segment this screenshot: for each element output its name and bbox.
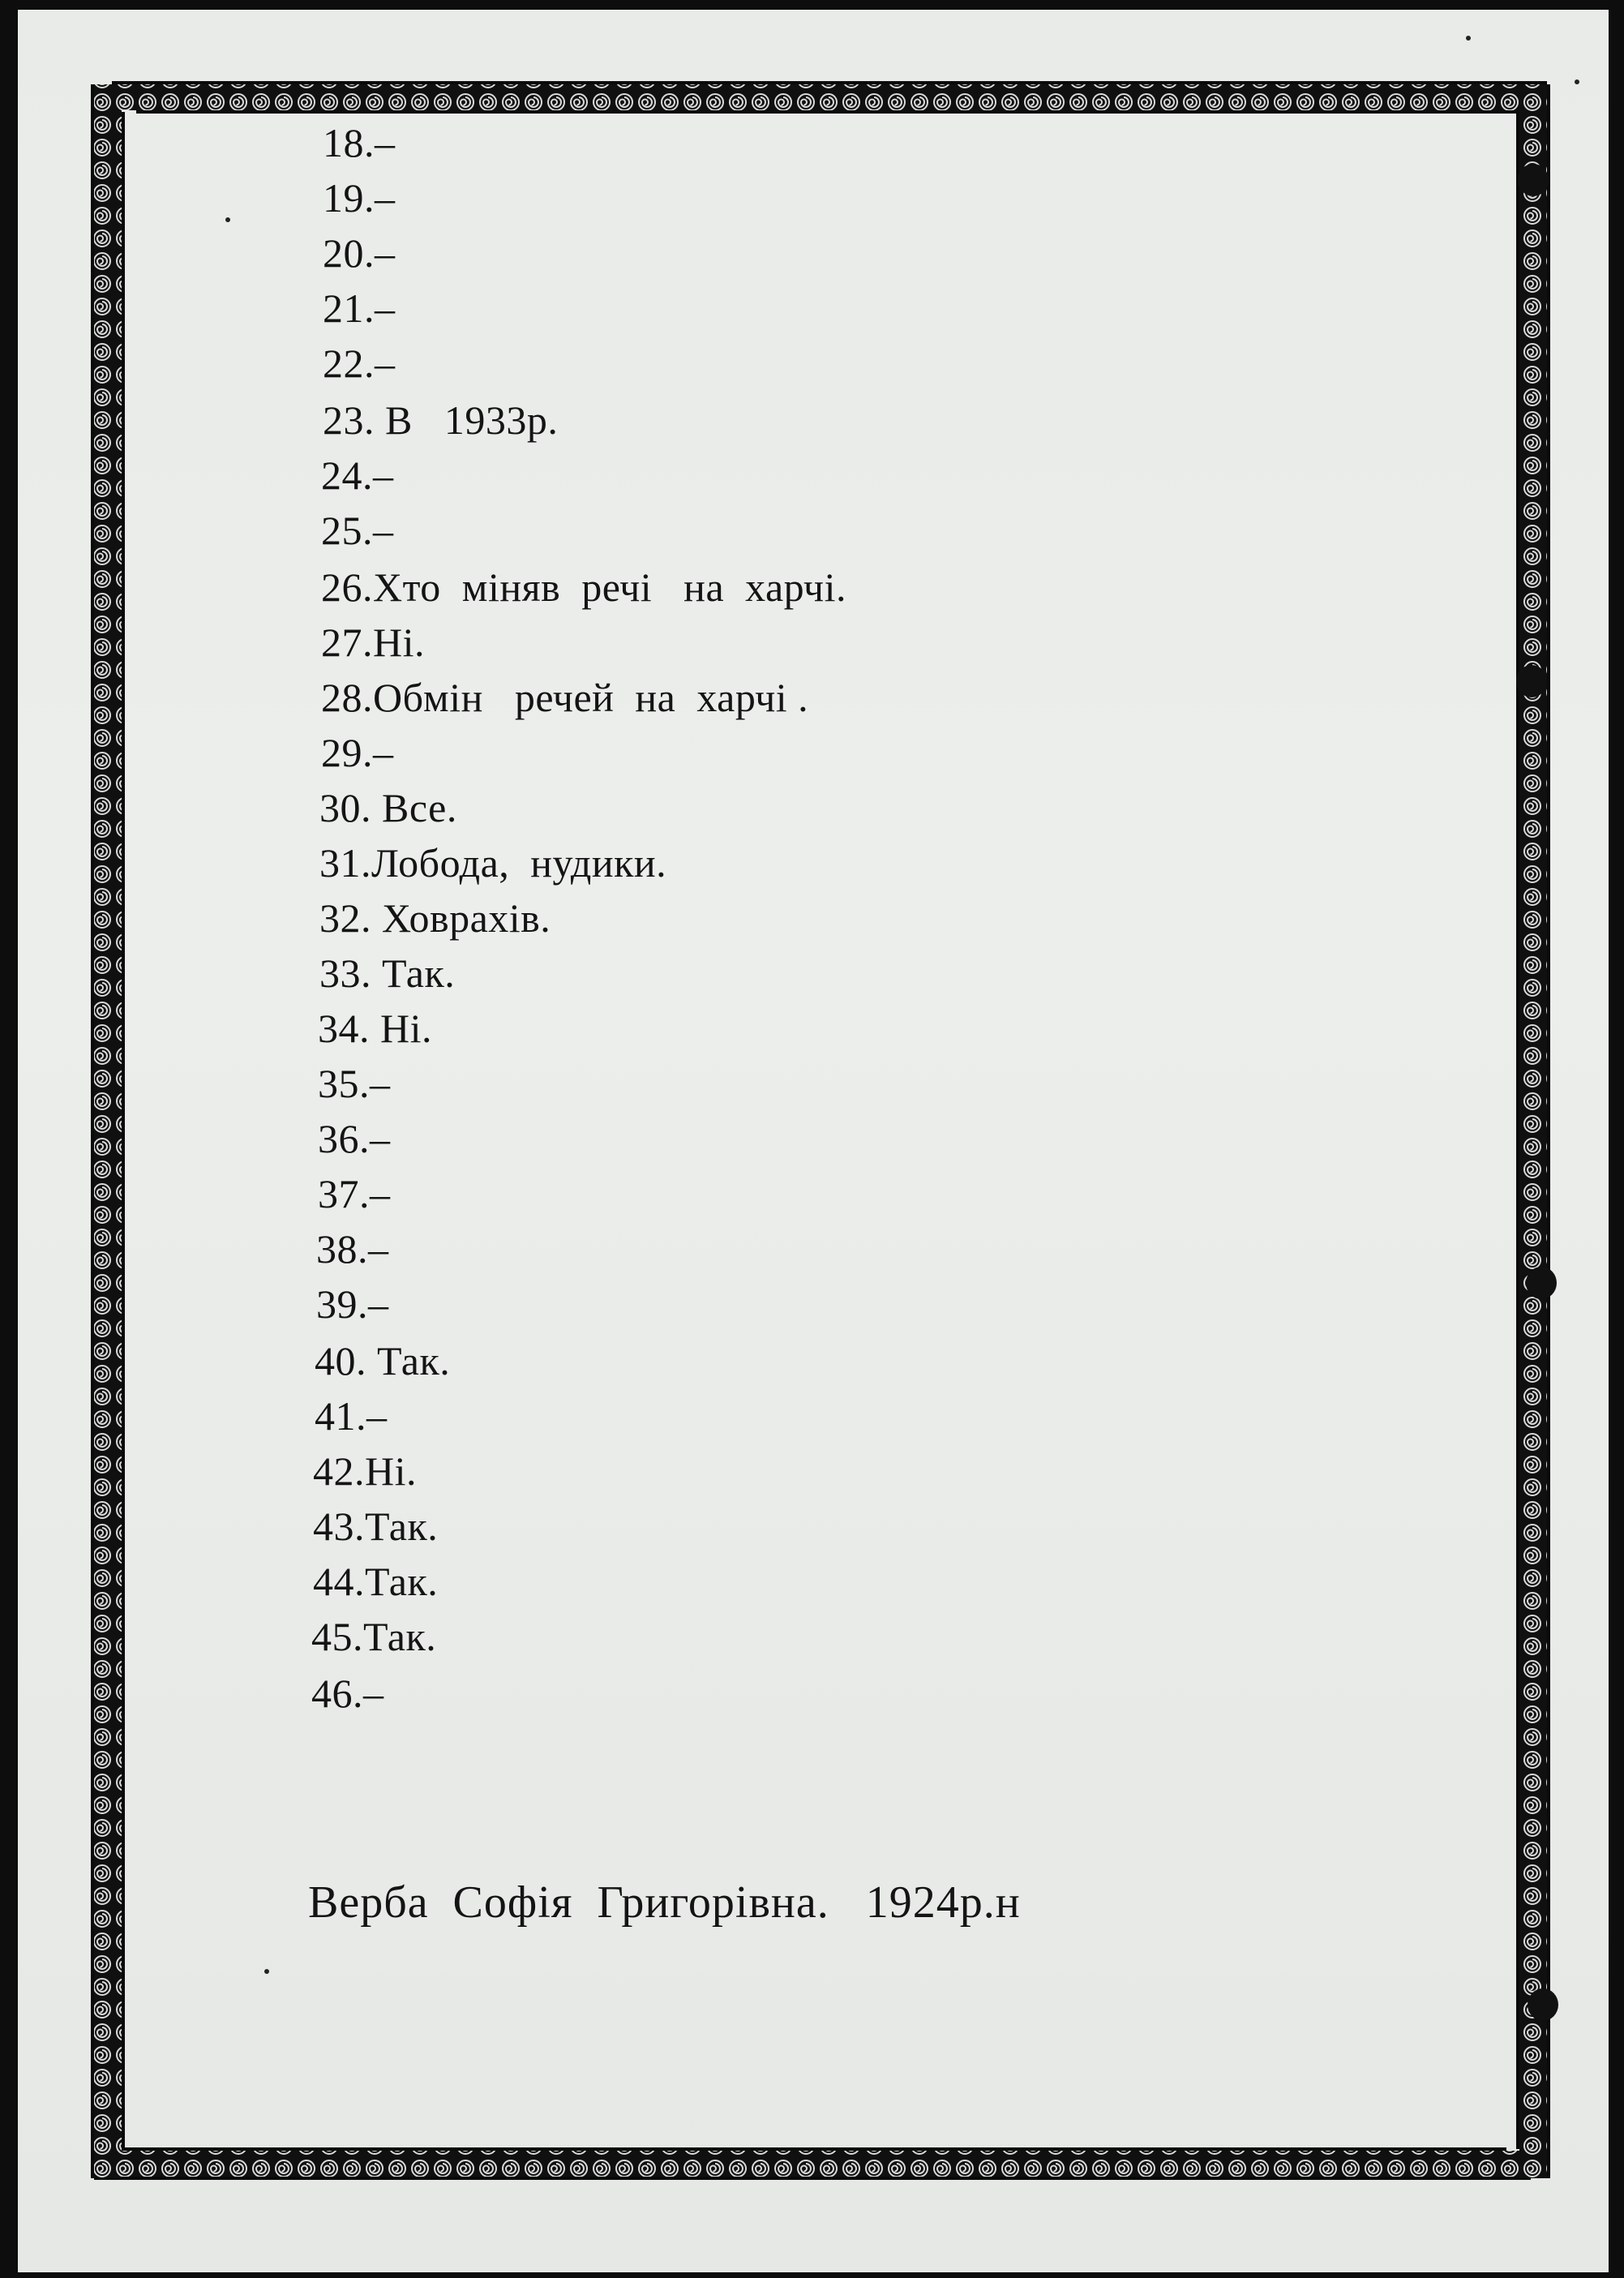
respondent-signature-line: Верба Софія Григорівна. 1924р.н (308, 1877, 1021, 1928)
answer-line: 45.Так. (311, 1614, 437, 1659)
answer-line: 40. Так. (315, 1338, 451, 1384)
answer-line: 34. Ні. (318, 1006, 432, 1051)
answer-line: 37.– (318, 1171, 391, 1216)
answer-line: 42.Ні. (313, 1448, 417, 1494)
answer-line: 33. Так. (319, 950, 456, 996)
answer-line: 39.– (316, 1281, 389, 1327)
answer-line: 44.Так. (313, 1559, 439, 1604)
answer-line: 22.– (323, 341, 396, 386)
answer-line: 25.– (321, 508, 394, 553)
answer-line: 19.– (323, 175, 396, 221)
answer-line: 35.– (318, 1061, 391, 1106)
answer-line: 31.Лобода, нудики. (319, 840, 667, 886)
answer-line: 18.– (323, 120, 396, 165)
answer-line: 26.Хто міняв речі на харчі. (321, 564, 846, 610)
answer-line: 21.– (323, 285, 396, 331)
answer-line: 32. Ховрахів. (319, 895, 551, 941)
answer-line: 27.Ні. (321, 620, 425, 665)
answer-line: 46.– (311, 1671, 384, 1716)
answer-line: 41.– (315, 1393, 388, 1439)
answer-line: 20.– (323, 230, 396, 276)
answer-line: 24.– (321, 453, 394, 498)
answer-line: 43.Так. (313, 1504, 439, 1549)
answer-line: 28.Обмін речей на харчі . (321, 675, 809, 720)
answer-line: 30. Все. (319, 785, 457, 830)
answer-line: 29.– (321, 730, 394, 775)
answer-line: 36.– (318, 1116, 391, 1161)
answer-line: 38.– (316, 1226, 389, 1272)
answer-line: 23. В 1933р. (323, 397, 559, 443)
